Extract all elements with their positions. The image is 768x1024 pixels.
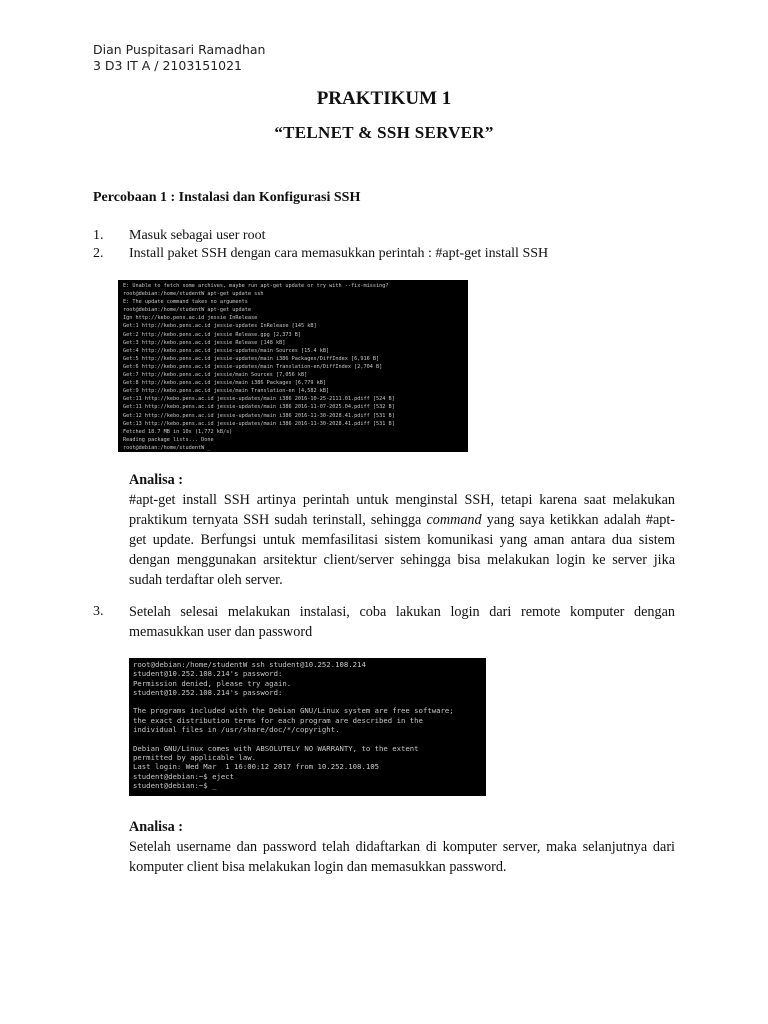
terminal-line: E: The update command takes no arguments [123, 299, 248, 306]
step-item-3 [93, 602, 675, 642]
analisa-heading: Analisa : [129, 819, 183, 835]
terminal-line: root@debian:/home/studentW apt-get update [123, 307, 252, 314]
terminal-screenshot-ssh-login [129, 658, 486, 796]
step-text: Setelah selesai melakukan instalasi, coba lakukan login dari remote komputer dengan memasukkan user dan password [129, 604, 675, 640]
step-item-2 [93, 244, 675, 263]
terminal-line: root@debian:/home/studentW ssh student@10.252.108.214 [133, 660, 366, 669]
terminal-line: Permission denied, please try again. [133, 678, 292, 688]
terminal-line: Fetched 18.7 MB in 10s (1,772 kB/s) [123, 428, 233, 435]
terminal-line: root@debian:/home/studentW apt-get update ssh [123, 291, 264, 298]
analisa-heading: Analisa : [129, 472, 183, 488]
terminal-line: Ign http://kebo.pens.ac.id jessie InRelease [123, 315, 258, 322]
terminal-line: student@debian:~$ eject [133, 771, 235, 781]
step-number: 2. [93, 246, 104, 261]
terminal-line: Get:4 http://kebo.pens.ac.id jessie-updates/main Sources [15.4 kB] [123, 347, 330, 354]
author-class-id: 3 D3 IT A / 2103151021 [93, 58, 243, 73]
author-header [93, 42, 265, 74]
terminal-line: Get:13 http://kebo.pens.ac.id jessie-updates/main i386 2016-11-30-2028.41.pdiff [531 B] [123, 420, 395, 427]
analisa-text: Setelah username dan password telah didaftarkan di komputer server, maka selanjutnya dari komputer client bisa melakukan login dan memasukkan password. [129, 839, 675, 875]
terminal-line: the exact distribution terms for each program are described in the [133, 715, 423, 725]
author-name: Dian Puspitasari Ramadhan [93, 42, 266, 57]
terminal-line: Get:5 http://kebo.pens.ac.id jessie-updates/main i386 Packages/DiffIndex [6,916 B] [123, 355, 380, 362]
terminal-line: student@10.252.108.214's password: [133, 687, 283, 697]
terminal-line [133, 697, 482, 706]
terminal-line: Get:7 http://kebo.pens.ac.id jessie/main Sources [7,056 kB] [123, 372, 308, 379]
terminal-line: permitted by applicable law. [133, 752, 257, 762]
terminal-line: Last login: Wed Mar 1 16:00:12 2017 from 10.252.108.105 [133, 762, 380, 772]
terminal-line: individual files in /usr/share/doc/*/copyright. [133, 725, 340, 735]
terminal-screenshot-apt-get [118, 280, 468, 452]
terminal-line: student@10.252.108.214's password: [133, 669, 283, 679]
analisa-text-part: #apt-get install SSH artinya perintah untuk menginstal SSH, tetapi karena saat melakukan praktikum ternyata SSH sudah terinstall, sehingga [129, 492, 675, 528]
terminal-line: E: Unable to fetch some archives, maybe run apt-get update or try with --fix-missing? [123, 283, 389, 289]
analisa-block-1 [129, 470, 675, 590]
terminal-line: Get:9 http://kebo.pens.ac.id jessie/main Translation-en [4,582 kB] [123, 388, 330, 395]
terminal-line [133, 734, 482, 743]
terminal-line: Get:2 http://kebo.pens.ac.id jessie Release.gpg [2,373 B] [123, 331, 302, 338]
step-item-1 [93, 226, 675, 245]
step-number: 3. [93, 604, 104, 619]
analisa-text-part: yang saya ketikkan adalah #apt-get update. Berfungsi untuk memfasilitasi sistem komunikasi yang aman antara dua sistem dengan menggunakan arsitektur client/server sehingga bisa melakukan login ke server jika sudah terdaftar oleh server. [129, 512, 676, 588]
terminal-line: student@debian:~$ _ [133, 780, 217, 790]
terminal-line: Get:11 http://kebo.pens.ac.id jessie-updates/main i386 2016-11-07-2025.04.pdiff [532 B] [123, 404, 395, 411]
analisa-text-italic: command [426, 512, 482, 528]
terminal-line: Get:11 http://kebo.pens.ac.id jessie-updates/main i386 2016-10-25-2111.01.pdiff [524 B] [123, 396, 395, 403]
step-number: 1. [93, 228, 104, 243]
document-subtitle: “TELNET & SSH SERVER” [274, 123, 494, 142]
terminal-line: Reading package lists... Done [123, 436, 214, 443]
terminal-line: Get:6 http://kebo.pens.ac.id jessie-updates/main Translation-en/DiffIndex [2,704 B] [123, 363, 383, 370]
terminal-line: Get:3 http://kebo.pens.ac.id jessie Release [148 kB] [123, 339, 286, 346]
step-text: Install paket SSH dengan cara memasukkan perintah : #apt-get install SSH [129, 246, 549, 261]
terminal-line: The programs included with the Debian GNU/Linux system are free software; [133, 706, 454, 716]
terminal-line: Get:8 http://kebo.pens.ac.id jessie/main i386 Packages [6,779 kB] [123, 380, 327, 387]
document-title: PRAKTIKUM 1 [316, 88, 452, 109]
section-heading: Percobaan 1 : Instalasi dan Konfigurasi SSH [93, 190, 361, 205]
terminal-line: Get:12 http://kebo.pens.ac.id jessie-updates/main i386 2016-11-30-2028.41.pdiff [531 B] [123, 412, 395, 419]
terminal-line: Get:1 http://kebo.pens.ac.id jessie-updates InRelease [145 kB] [123, 323, 317, 330]
analisa-block-2 [129, 817, 675, 877]
terminal-line: Debian GNU/Linux comes with ABSOLUTELY NO WARRANTY, to the extent [133, 743, 419, 753]
terminal-line: root@debian:/home/studentW _ [123, 444, 211, 451]
step-text: Masuk sebagai user root [129, 228, 266, 243]
